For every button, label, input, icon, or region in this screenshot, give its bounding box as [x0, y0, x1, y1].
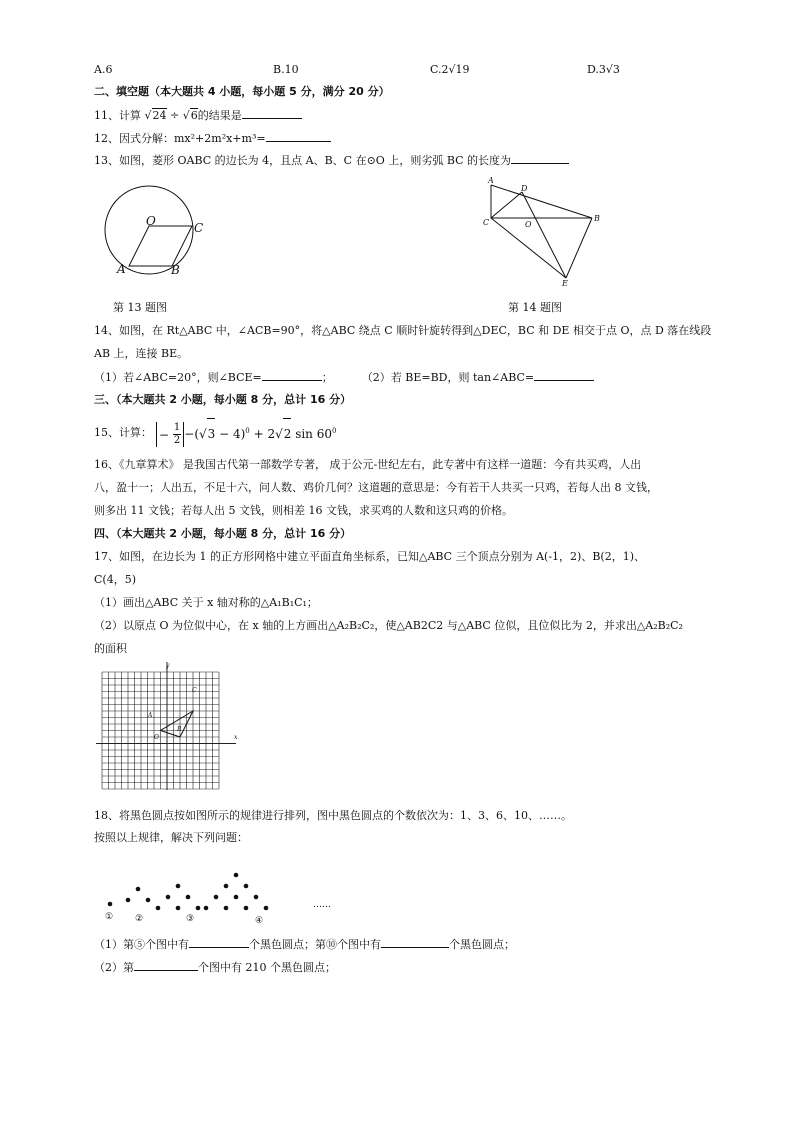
- q14-line-1: 14、如图，在 Rt△ABC 中，∠ACB=90°，将△ABC 绕点 C 顺时针旋转得到△DEC，BC 和 DE 相交于点 O，点 D 落在线段: [94, 324, 712, 337]
- black-dot: [224, 884, 229, 889]
- black-dot: [234, 873, 239, 878]
- q17-part-2: （2）以原点 O 为位似中心，在 x 轴的上方画出△A₂B₂C₂，使△AB2C2 与△ABC 位似，且位似比为 2，并求出△A₂B₂C₂: [94, 619, 683, 632]
- q12-text: 因式分解：mx²+2m²x+m³=: [119, 132, 266, 145]
- q17-line-2: C(4，5): [94, 573, 136, 586]
- fig14-label-b: B: [594, 214, 600, 223]
- q15-number: 15、计算：: [94, 426, 152, 439]
- black-dot: [244, 884, 249, 889]
- section-2-title: 二、填空题（本大题共 4 小题，每小题 5 分，满分 20 分）: [94, 85, 390, 98]
- fig13-label-o: O: [146, 214, 156, 228]
- section-4-title: 四、（本大题共 2 小题，每小题 8 分，总计 16 分）: [94, 527, 352, 540]
- q18-part-1-blank-1[interactable]: [189, 937, 249, 948]
- fig13-circle: [105, 186, 193, 274]
- q11-suffix: 的结果是: [197, 109, 242, 122]
- grid-label-y: y: [166, 662, 170, 669]
- q15-expression: − $\frac{1}{2}$ $-(√3 - 4)^0 + 2√2$ $\sin 60^0$: [156, 418, 336, 449]
- q11-answer-blank[interactable]: [242, 108, 302, 119]
- section-3-title: 三、（本大题共 2 小题，每小题 8 分，总计 16 分）: [94, 393, 352, 406]
- q13-number: 13、: [94, 154, 119, 167]
- q18-fig-label-1: ①: [105, 912, 114, 922]
- q17-part-2-cont: 的面积: [94, 642, 127, 655]
- q12-answer-blank[interactable]: [266, 131, 331, 142]
- fig14-label-d: D: [521, 184, 528, 193]
- q18-line-1: 18、将黑色圆点按如图所示的规律进行排列，图中黑色圆点的个数依次为：1、3、6、10、……。: [94, 809, 572, 822]
- q18-fig-label-4: ④: [255, 916, 264, 926]
- q18-part-2b: 个图中有 210 个黑色圆点；: [198, 961, 336, 974]
- fig13-label-c: C: [194, 221, 204, 235]
- q11-expression: √24 ÷ √6: [144, 109, 198, 122]
- q14-part-1-blank[interactable]: [262, 370, 322, 381]
- q18-part-2-blank[interactable]: [134, 960, 198, 971]
- q14-part-2-blank[interactable]: [534, 370, 594, 381]
- q14-part-2: （2）若 BE=BD，则 tan∠ABC=: [361, 371, 535, 384]
- black-dot: [254, 895, 259, 900]
- grid-label-o: O: [154, 734, 159, 741]
- black-dot: [176, 884, 181, 889]
- black-dot: [126, 898, 131, 903]
- q18-part-2: [94, 960, 336, 975]
- q14-parts: （1）若∠ABC=20°，则∠BCE= ； （2）若 BE=BD，则 tan∠ABC=: [94, 370, 594, 385]
- grid-label-x: x: [234, 734, 238, 741]
- q13-text: 如图，菱形 OABC 的边长为 4，且点 A、B、C 在⊙O 上，则劣弧 BC 的长度为: [119, 154, 512, 167]
- black-dot: [156, 906, 161, 911]
- question-12: [94, 131, 331, 146]
- black-dot: [234, 895, 239, 900]
- black-dot: [264, 906, 269, 911]
- fig14-label-c: C: [483, 218, 490, 227]
- q18-part-2a: （2）第: [94, 961, 134, 974]
- black-dot: [136, 887, 141, 892]
- q18-dot-patterns: [96, 850, 336, 930]
- q18-fig-label-2: ②: [135, 914, 144, 924]
- grid-label-a: A: [148, 712, 153, 719]
- fig13-label-a: A: [117, 262, 126, 276]
- q13-answer-blank[interactable]: [511, 153, 569, 164]
- figure-14: [486, 180, 596, 285]
- black-dot: [214, 895, 219, 900]
- q11-number: 11、: [94, 109, 119, 122]
- grid-label-b: B: [177, 726, 182, 733]
- q16-line-3: 则多出 11 文钱；若每人出 5 文钱，则相差 16 文钱，求买鸡的人数和这只鸡的价格。: [94, 504, 513, 517]
- q10-option-a: A.6: [94, 63, 113, 76]
- q18-ellipsis: ……: [313, 900, 331, 910]
- fig14-label-e: E: [562, 279, 568, 288]
- q18-part-1: [94, 937, 515, 952]
- fig13-rhombus: [129, 226, 192, 266]
- fig13-label-b: B: [171, 263, 180, 277]
- fig13-caption: 第 13 题图: [113, 301, 167, 314]
- fig14-caption: 第 14 题图: [508, 301, 562, 314]
- black-dot: [176, 906, 181, 911]
- q17-line-1: 17、如图，在边长为 1 的正方形网格中建立平面直角坐标系，已知△ABC 三个顶点分别为 A(-1，2)、B(2，1)、: [94, 550, 645, 563]
- q12-number: 12、: [94, 132, 119, 145]
- q16-line-1: 16、《九章算术》 是我国古代第一部数学专著， 成于公元-世纪左右，此专著中有这样一道题：今有共买鸡，人出: [94, 458, 642, 471]
- q18-line-2: 按照以上规律，解决下列问题：: [94, 831, 248, 844]
- black-dot: [224, 906, 229, 911]
- q11-prefix: 计算: [119, 109, 141, 122]
- q18-part-1b: 个黑色圆点；第⑩个图中有: [249, 938, 381, 951]
- q17-part-1: （1）画出△ABC 关于 x 轴对称的△A₁B₁C₁；: [94, 596, 318, 609]
- fig14-label-o: O: [525, 220, 532, 229]
- q10-option-b: B.10: [273, 63, 299, 76]
- black-dot: [186, 895, 191, 900]
- fig14-label-a: A: [488, 176, 494, 185]
- q18-part-1-blank-2[interactable]: [381, 937, 449, 948]
- q10-option-c: C.2√19: [430, 63, 470, 76]
- q14-part-1: （1）若∠ABC=20°，则∠BCE=: [94, 371, 262, 384]
- q18-part-1a: （1）第⑤个图中有: [94, 938, 189, 951]
- q14-line-2: AB 上，连接 BE。: [94, 347, 189, 360]
- question-13: [94, 153, 569, 168]
- black-dot: [166, 895, 171, 900]
- black-dot: [204, 906, 209, 911]
- question-11: [94, 108, 302, 123]
- black-dot: [146, 898, 151, 903]
- black-dot: [108, 902, 113, 907]
- black-dot: [196, 906, 201, 911]
- grid-label-c: C: [192, 687, 197, 694]
- q18-fig-label-3: ③: [186, 914, 195, 924]
- q17-coordinate-grid: [96, 662, 241, 794]
- black-dot: [244, 906, 249, 911]
- q10-option-d: D.3√3: [587, 63, 620, 76]
- q16-line-2: 八，盈十一；人出五，不足十六，问人数、鸡价几何？这道题的意思是：今有若干人共买一只鸡，若每人出 8 文钱，: [94, 481, 658, 494]
- q18-part-1c: 个黑色圆点；: [449, 938, 515, 951]
